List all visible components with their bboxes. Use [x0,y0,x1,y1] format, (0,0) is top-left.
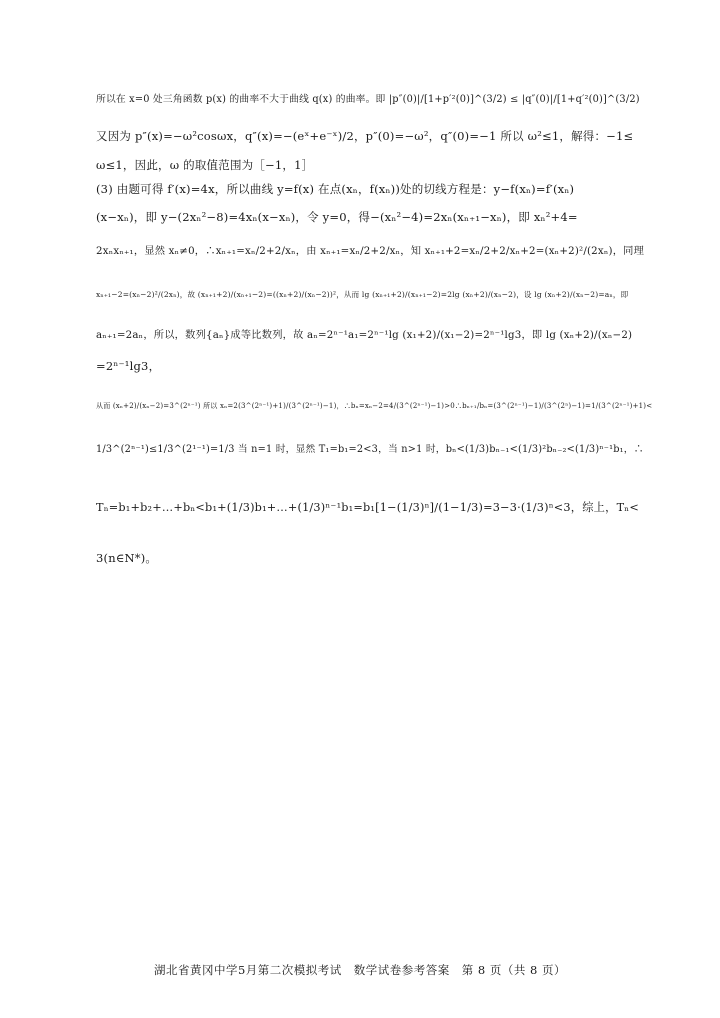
text-line-11: 1/3^(2ⁿ⁻¹)≤1/3^(2¹⁻¹)=1/3 当 n=1 时，显然 T₁=b₁=2<3，当 n>1 时，bₙ<(1/3)bₙ₋₁<(1/3)²bₙ₋₂<(1/3)ⁿ⁻¹b₁，∴ [96,444,644,455]
page-footer: 湖北省黄冈中学5月第二次模拟考试 数学试卷参考答案 第 8 页（共 8 页） [153,963,567,977]
text-line-7: xₙ₊₁−2=(xₙ−2)²/(2xₙ)，故 (xₙ₊₁+2)/(xₙ₊₁−2)=((xₙ+2)/(xₙ−2))²，从而 lg (xₙ₊₁+2)/(xₙ₊₁−2)=2lg (xₙ+2)/(xₙ−2)，设 lg (xₙ+2)/(xₙ−2)=aₙ，即 [96,290,629,299]
text-line-8: aₙ₊₁=2aₙ，所以，数列{aₙ}成等比数列，故 aₙ=2ⁿ⁻¹a₁=2ⁿ⁻¹lg (x₁+2)/(x₁−2)=2ⁿ⁻¹lg3，即 lg (xₙ+2)/(xₙ−2) [96,329,633,341]
text-line-9: =2ⁿ⁻¹lg3， [96,359,161,373]
text-line-1: 所以在 x=0 处三角函数 p(x) 的曲率不大于曲线 q(x) 的曲率。即 |p″(0)|/[1+p′²(0)]^(3/2) ≤ |q″(0)|/[1+q′²(0)]^(3/2) [96,94,640,105]
text-line-3: ω≤1，因此，ω 的取值范围为［−1，1］ [96,158,314,172]
text-line-5: (x−xₙ)，即 y−(2xₙ²−8)=4xₙ(x−xₙ)，令 y=0，得−(xₙ²−4)=2xₙ(xₙ₊₁−xₙ)，即 xₙ²+4= [96,210,578,224]
text-line-2: 又因为 p″(x)=−ω²cosωx，q″(x)=−(eˣ+e⁻ˣ)/2，p″(0)=−ω²，q″(0)=−1 所以 ω²≤1，解得：−1≤ [96,129,634,143]
text-line-13: 3(n∈N*)。 [96,551,158,565]
text-line-6: 2xₙxₙ₊₁，显然 xₙ≠0，∴xₙ₊₁=xₙ/2+2/xₙ，由 xₙ₊₁=xₙ/2+2/xₙ，知 xₙ₊₁+2=xₙ/2+2/xₙ+2=(xₙ+2)²/(2xₙ)，同理 [96,245,645,257]
text-line-4: (3) 由题可得 f′(x)=4x，所以曲线 y=f(x) 在点(xₙ，f(xₙ))处的切线方程是：y−f(xₙ)=f′(xₙ) [96,182,575,196]
text-line-10: 从而 (xₙ+2)/(xₙ−2)=3^(2ⁿ⁻¹) 所以 xₙ=2(3^(2ⁿ⁻¹)+1)/(3^(2ⁿ⁻¹)−1)，∴bₙ=xₙ−2=4/(3^(2ⁿ⁻¹)−1)>0∴bₙ₊₁/bₙ=(3^(2ⁿ⁻¹)−1)/(3^(2ⁿ)−1)=1/(3^(2ⁿ⁻¹)+1)< [96,402,653,410]
text-line-12: Tₙ=b₁+b₂+…+bₙ<b₁+(1/3)b₁+…+(1/3)ⁿ⁻¹b₁=b₁[1−(1/3)ⁿ]/(1−1/3)=3−3·(1/3)ⁿ<3，综上，Tₙ< [96,501,639,514]
